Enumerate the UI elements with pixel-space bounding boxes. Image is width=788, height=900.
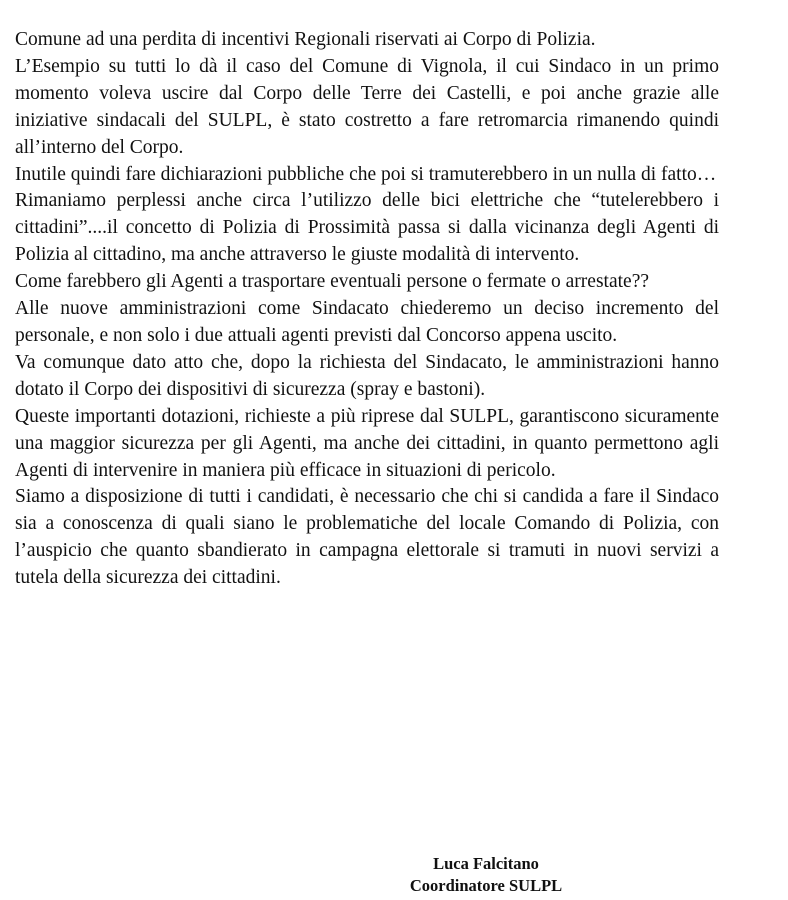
signature-block [380, 853, 592, 897]
paragraph-6: Alle nuove amministrazioni come Sindacato chiederemo un deciso incremento del personale, e non solo i due attuali agenti previsti dal Concorso appena uscito. [15, 298, 719, 346]
paragraph-2: L’Esempio su tutti lo dà il caso del Comune di Vignola, il cui Sindaco in un primo momento voleva uscire dal Corpo delle Terre dei Castelli, e poi anche grazie alle iniziative sindacali del SULPL, è stato costretto a fare retromarcia rimanendo quindi all’interno del Corpo. [15, 55, 719, 158]
body-text [15, 27, 719, 592]
signature-name: Luca Falcitano [433, 854, 539, 873]
paragraph-3: Inutile quindi fare dichiarazioni pubbliche che poi si tramuterebbero in un nulla di fatto… [15, 163, 717, 185]
paragraph-4: Rimaniamo perplessi anche circa l’utilizzo delle bici elettriche che “tutelerebbero i cittadini”....il concetto di Polizia di Prossimità passa si dalla vicinanza degli Agenti di Polizia al cittadino, ma anche attraverso le giuste modalità di intervento. [15, 190, 719, 266]
paragraph-8: Queste importanti dotazioni, richieste a più riprese dal SULPL, garantiscono sicuramente una maggior sicurezza per gli Agenti, ma anche dei cittadini, in quanto permettono agli Agenti di intervenire in maniera più efficace in situazioni di pericolo. [15, 405, 719, 481]
paragraph-1: Comune ad una perdita di incentivi Regionali riservati ai Corpo di Polizia. [15, 29, 596, 50]
signature-role: Coordinatore SULPL [409, 876, 563, 895]
paragraph-7: Va comunque dato atto che, dopo la richiesta del Sindacato, le amministrazioni hanno dotato il Corpo dei dispositivi di sicurezza (spray e bastoni). [15, 351, 719, 400]
paragraph-5: Come farebbero gli Agenti a trasportare eventuali persone o fermate o arrestate?? [15, 271, 649, 293]
paragraph-9: Siamo a disposizione di tutti i candidati, è necessario che chi si candida a fare il Sindaco sia a conoscenza di quali siano le problematiche del locale Comando di Polizia, con l’auspicio che quanto sbandierato in campagna elettorale si tramuti in nuovi servizi a tutela della sicurezza dei cittadini. [15, 486, 719, 589]
